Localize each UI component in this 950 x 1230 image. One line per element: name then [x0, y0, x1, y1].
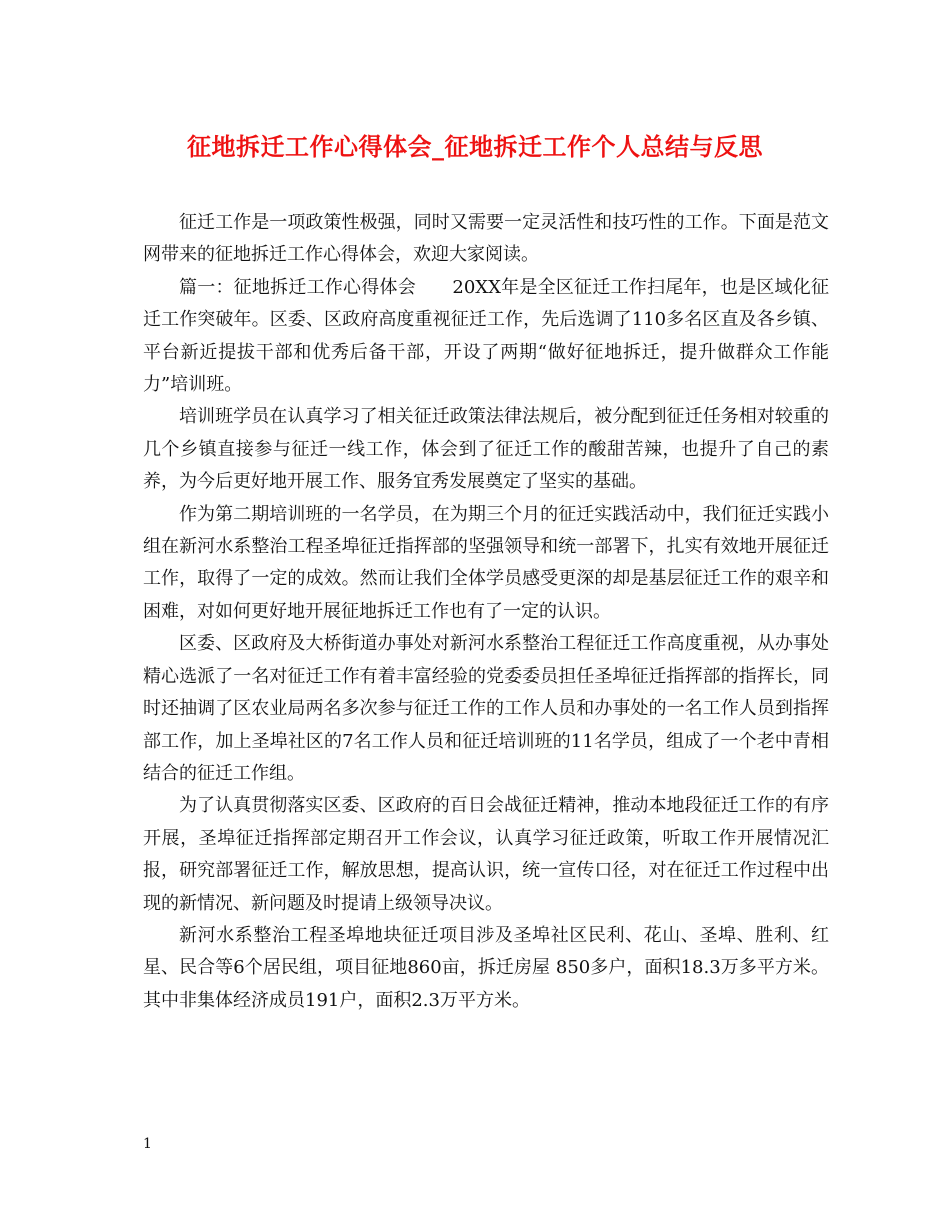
paragraph-intro: 征迁工作是一项政策性极强，同时又需要一定灵活性和技巧性的工作。下面是范文网带来的征地拆迁工作心得体会，欢迎大家阅读。	[143, 212, 829, 266]
document-title: 征地拆迁工作心得体会_征地拆迁工作个人总结与反思	[187, 132, 763, 161]
paragraph-training-students: 培训班学员在认真学习了相关征迁政策法律法规后，被分配到征迁任务相对较重的几个乡镇直接参与征迁一线工作，体会到了征迁工作的酸甜苦辣，也提升了自己的素养，为今后更好地开展工作、服务宜秀发展奠定了坚实的基础。	[143, 406, 829, 493]
page-number: 1	[143, 1136, 152, 1152]
paragraph-project-scope: 新河水系整治工程圣埠地块征迁项目涉及圣埠社区民利、花山、圣埠、胜利、红星、民合等6个居民组，项目征地860亩，拆迁房屋 850多户，面积18.3万多平方米。其中非集体经济成员191户，面积2.3万平方米。	[143, 924, 829, 1011]
paragraph-second-class: 作为第二期培训班的一名学员，在为期三个月的征迁实践活动中，我们征迁实践小组在新河水系整治工程圣埠征迁指挥部的坚强领导和统一部署下，扎实有效地开展征迁工作，取得了一定的成效。然而让我们全体学员感受更深的却是基层征迁工作的艰辛和困难，对如何更好地开展征地拆迁工作也有了一定的认识。	[143, 503, 829, 622]
paragraph-district-committee: 区委、区政府及大桥街道办事处对新河水系整治工程征迁工作高度重视，从办事处精心选派了一名对征迁工作有着丰富经验的党委委员担任圣埠征迁指挥部的指挥长，同时还抽调了区农业局两名多次参与征迁工作的工作人员和办事处的一名工作人员到指挥部工作，加上圣埠社区的7名工作人员和征迁培训班的11名学员，组成了一个老中青相结合的征迁工作组。	[143, 633, 829, 784]
paragraph-implementation: 为了认真贯彻落实区委、区政府的百日会战征迁精神，推动本地段征迁工作的有序开展，圣埠征迁指挥部定期召开工作会议，认真学习征迁政策，听取工作开展情况汇报，研究部署征迁工作，解放思想，提高认识，统一宣传口径，对在征迁工作过程中出现的新情况、新问题及时提请上级领导决议。	[143, 795, 829, 914]
paragraph-part-one: 篇一：征地拆迁工作心得体会 20XX年是全区征迁工作扫尾年，也是区域化征迁工作突破年。区委、区政府高度重视征迁工作，先后选调了110多名区直及各乡镇、平台新近提拔干部和优秀后备干部，开设了两期“做好征地拆迁，提升做群众工作能力”培训班。	[143, 276, 829, 396]
document-body	[143, 207, 829, 1017]
